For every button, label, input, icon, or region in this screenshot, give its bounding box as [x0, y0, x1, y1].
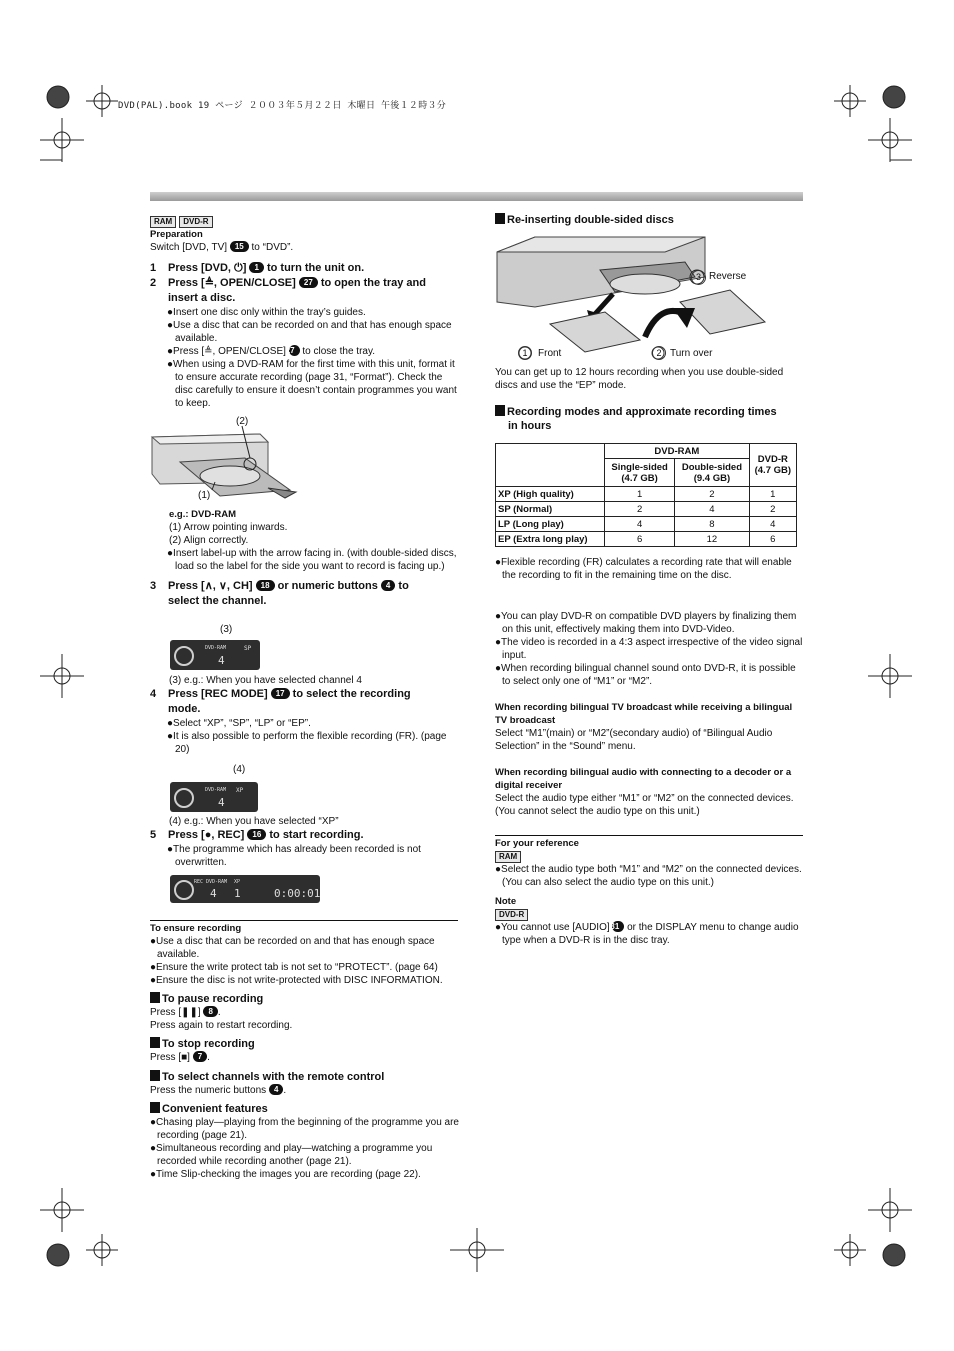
table-row: LP (Long play) 4 8 4	[496, 517, 797, 532]
stop-text: Press [■] 7 .	[150, 1052, 210, 1063]
fig1-bullet: ●Insert label-up with the arrow facing in. (with double-sided discs, load so the label for the side you want to record is facing up.)	[167, 548, 457, 572]
reference-bullet: ●Select the audio type both “M1” and “M2” on the connected devices. (You can also select the audio type on this unit.)	[495, 864, 802, 888]
table-row: EP (Extra long play) 6 12 6	[496, 532, 797, 547]
convenient-title: Convenient features	[150, 1102, 462, 1116]
fig1-label-1: (1)	[198, 490, 211, 501]
fig1-notes	[150, 508, 460, 609]
pause-text: Press [❚❚] 8 .	[150, 1007, 221, 1018]
step-1: 1 Press [DVD, ⏻] 1 to turn the unit on.	[150, 262, 365, 274]
pause-title: To pause recording	[150, 992, 462, 1006]
double-sided-illustration	[495, 232, 795, 362]
s2-bullet-2: ●Use a disc that can be recorded on and that has enough space available.	[167, 320, 452, 344]
s5-bullet: ●The programme which has already been recorded is not overwritten.	[167, 844, 421, 868]
dvdr-badge: DVD-R	[495, 909, 528, 921]
fig-turn-label: Turn over	[670, 348, 713, 359]
lcd-recording: REC DVD-RAM XP 4 1 0:00:01	[170, 875, 320, 903]
reinsert-text: You can get up to 12 hours recording when you use double-sided discs and use the “EP” mode.	[495, 367, 784, 391]
file-header: DVD(PAL).book 19 ページ ２００３年５月２２日 木曜日 午後１２時３分	[118, 101, 447, 111]
bilingual-1-title: When recording bilingual TV broadcast while receiving a bilingual TV broadcast	[495, 702, 793, 726]
fig-num-1: 1	[518, 346, 532, 360]
ensure-bullet-2: ●Ensure the write protect tab is not set to “PROTECT”. (page 64)	[150, 962, 438, 973]
ensure-rule	[150, 920, 458, 921]
fr-bullet: ●Flexible recording (FR) calculates a recording rate that will enable the recording to fit in the remaining time on the disc.	[495, 557, 792, 581]
step-4: 4 Press [REC MODE] 17 to select the recording mode.	[150, 688, 411, 715]
remote-text: Press the numeric buttons 4 .	[150, 1085, 287, 1096]
reinsert-title: Re-inserting double-sided discs	[495, 213, 674, 227]
conv-bullet-1: ●Chasing play—playing from the beginning of the programme you are recording (page 21).	[150, 1117, 459, 1141]
ram-badge: RAM	[495, 851, 521, 863]
bilingual-2-title: When recording bilingual audio with connecting to a decoder or a digital receiver	[495, 767, 792, 791]
left-lower	[150, 922, 462, 1181]
remote-title: To select channels with the remote control	[150, 1070, 462, 1084]
fig3-caption: (3) e.g.: When you have selected channel 4	[169, 675, 362, 686]
step-3: 3 Press [∧, ∨, CH] 18 or numeric buttons 4 to select the channel.	[150, 580, 409, 607]
s2-bullet-4: ●When using a DVD-RAM for the first time with this unit, format it to ensure accurate recording (page 31, “Format”). Check the disc carefully to ensure it doesn’t contain programmes you want to keep.	[167, 359, 457, 409]
fig-front-label: Front	[538, 348, 562, 359]
fig1-note-2: (2) Align correctly.	[169, 535, 249, 546]
reference-title: For your reference	[495, 838, 579, 849]
ensure-bullet-1: ●Use a disc that can be recorded on and that has enough space available.	[150, 936, 435, 960]
note-bullet: ●You cannot use [AUDIO] 31 or the DISPLAY menu to change audio type when a DVD-R is in the disc tray.	[495, 922, 799, 946]
pause-text-2: Press again to restart recording.	[150, 1020, 293, 1031]
step-2: 2 Press [≜, OPEN/CLOSE] 27 to open the tray and insert a disc.	[150, 277, 426, 304]
fig-num-3: 3	[691, 270, 706, 285]
conv-bullet-3: ●Time Slip-checking the images you are recording (page 22).	[150, 1169, 421, 1180]
fig1-label-2: (2)	[236, 416, 249, 427]
reference-rule	[495, 835, 803, 836]
note-title: Note	[495, 896, 517, 907]
fig3-label: (3)	[220, 624, 233, 635]
step-5: 5 Press [●, REC] 16 to start recording.	[150, 829, 364, 841]
conv-bullet-2: ●Simultaneous recording and play—watching a programme you recorded while recording another (page 21).	[150, 1143, 433, 1167]
modes-title: Recording modes and approximate recording times in hours	[495, 405, 805, 433]
stop-title: To stop recording	[150, 1037, 462, 1051]
recording-times-table: DVD-RAM DVD-R (4.7 GB) Single-sided (4.7 GB) Double-sided (9.4 GB) XP (High quality) 1 2 1 SP (Normal) 2 4 2 LP (Long play) 4 8 4 EP (Extra long play) 6 12 6	[495, 443, 797, 547]
step5-block	[150, 815, 460, 869]
ensure-title: To ensure recording	[150, 923, 242, 934]
left-column	[150, 215, 460, 410]
fig1-caption: e.g.: DVD-RAM	[169, 509, 237, 520]
s4-bullet-2: ●It is also possible to perform the flexible recording (FR). (page 20)	[167, 731, 447, 755]
table-row: SP (Normal) 2 4 2	[496, 502, 797, 517]
reference-block	[495, 837, 803, 947]
tray-illustration	[150, 412, 300, 502]
fig1-note-1: (1) Arrow pointing inwards.	[169, 522, 288, 533]
ram-badge: RAM	[150, 216, 176, 228]
dvdr-bullet-2: ●The video is recorded in a 4:3 aspect irrespective of the video signal input.	[495, 637, 803, 661]
dvdr-badge: DVD-R	[179, 216, 212, 228]
bilingual-2-text: Select the audio type either “M1” or “M2” on the connected devices. (You cannot select the audio type on this unit.)	[495, 793, 794, 817]
dvdr-bullet-1: ●You can play DVD-R on compatible DVD players by finalizing them on this unit, effectively making them into DVD-Video.	[495, 611, 797, 635]
step4-block	[150, 674, 460, 756]
lcd-channel: DVD-RAM 4 SP	[170, 640, 260, 670]
s2-bullet-3: ●Press [≜, OPEN/CLOSE] 27 to close the tray.	[167, 346, 376, 357]
fig-num-2: 2	[652, 346, 666, 360]
s2-bullet-1: ●Insert one disc only within the tray’s guides.	[167, 307, 366, 318]
fig4-label: (4)	[233, 764, 246, 775]
disc-badges	[150, 215, 460, 228]
fig-reverse-label: Reverse	[709, 271, 747, 282]
ensure-bullet-3: ●Ensure the disc is not write-protected with DISC INFORMATION.	[150, 975, 443, 986]
right-lower	[495, 556, 803, 818]
table-row: XP (High quality) 1 2 1	[496, 487, 797, 502]
fig4-caption: (4) e.g.: When you have selected “XP”	[169, 816, 339, 827]
bilingual-1-text: Select “M1”(main) or “M2”(secondary audio) of “Bilingual Audio Selection” in the “Sound” menu.	[495, 728, 773, 752]
dvdr-bullet-3: ●When recording bilingual channel sound onto DVD-R, it is possible to select only one of “M1” or “M2”.	[495, 663, 796, 687]
lcd-mode: DVD-RAM XP 4	[170, 782, 258, 812]
s4-bullet-1: ●Select “XP”, “SP”, “LP” or “EP”.	[167, 718, 311, 729]
prep-text: Switch [DVD, TV] 15 to “DVD”.	[150, 242, 294, 253]
section-bar	[150, 192, 803, 201]
prep-title: Preparation	[150, 229, 203, 240]
